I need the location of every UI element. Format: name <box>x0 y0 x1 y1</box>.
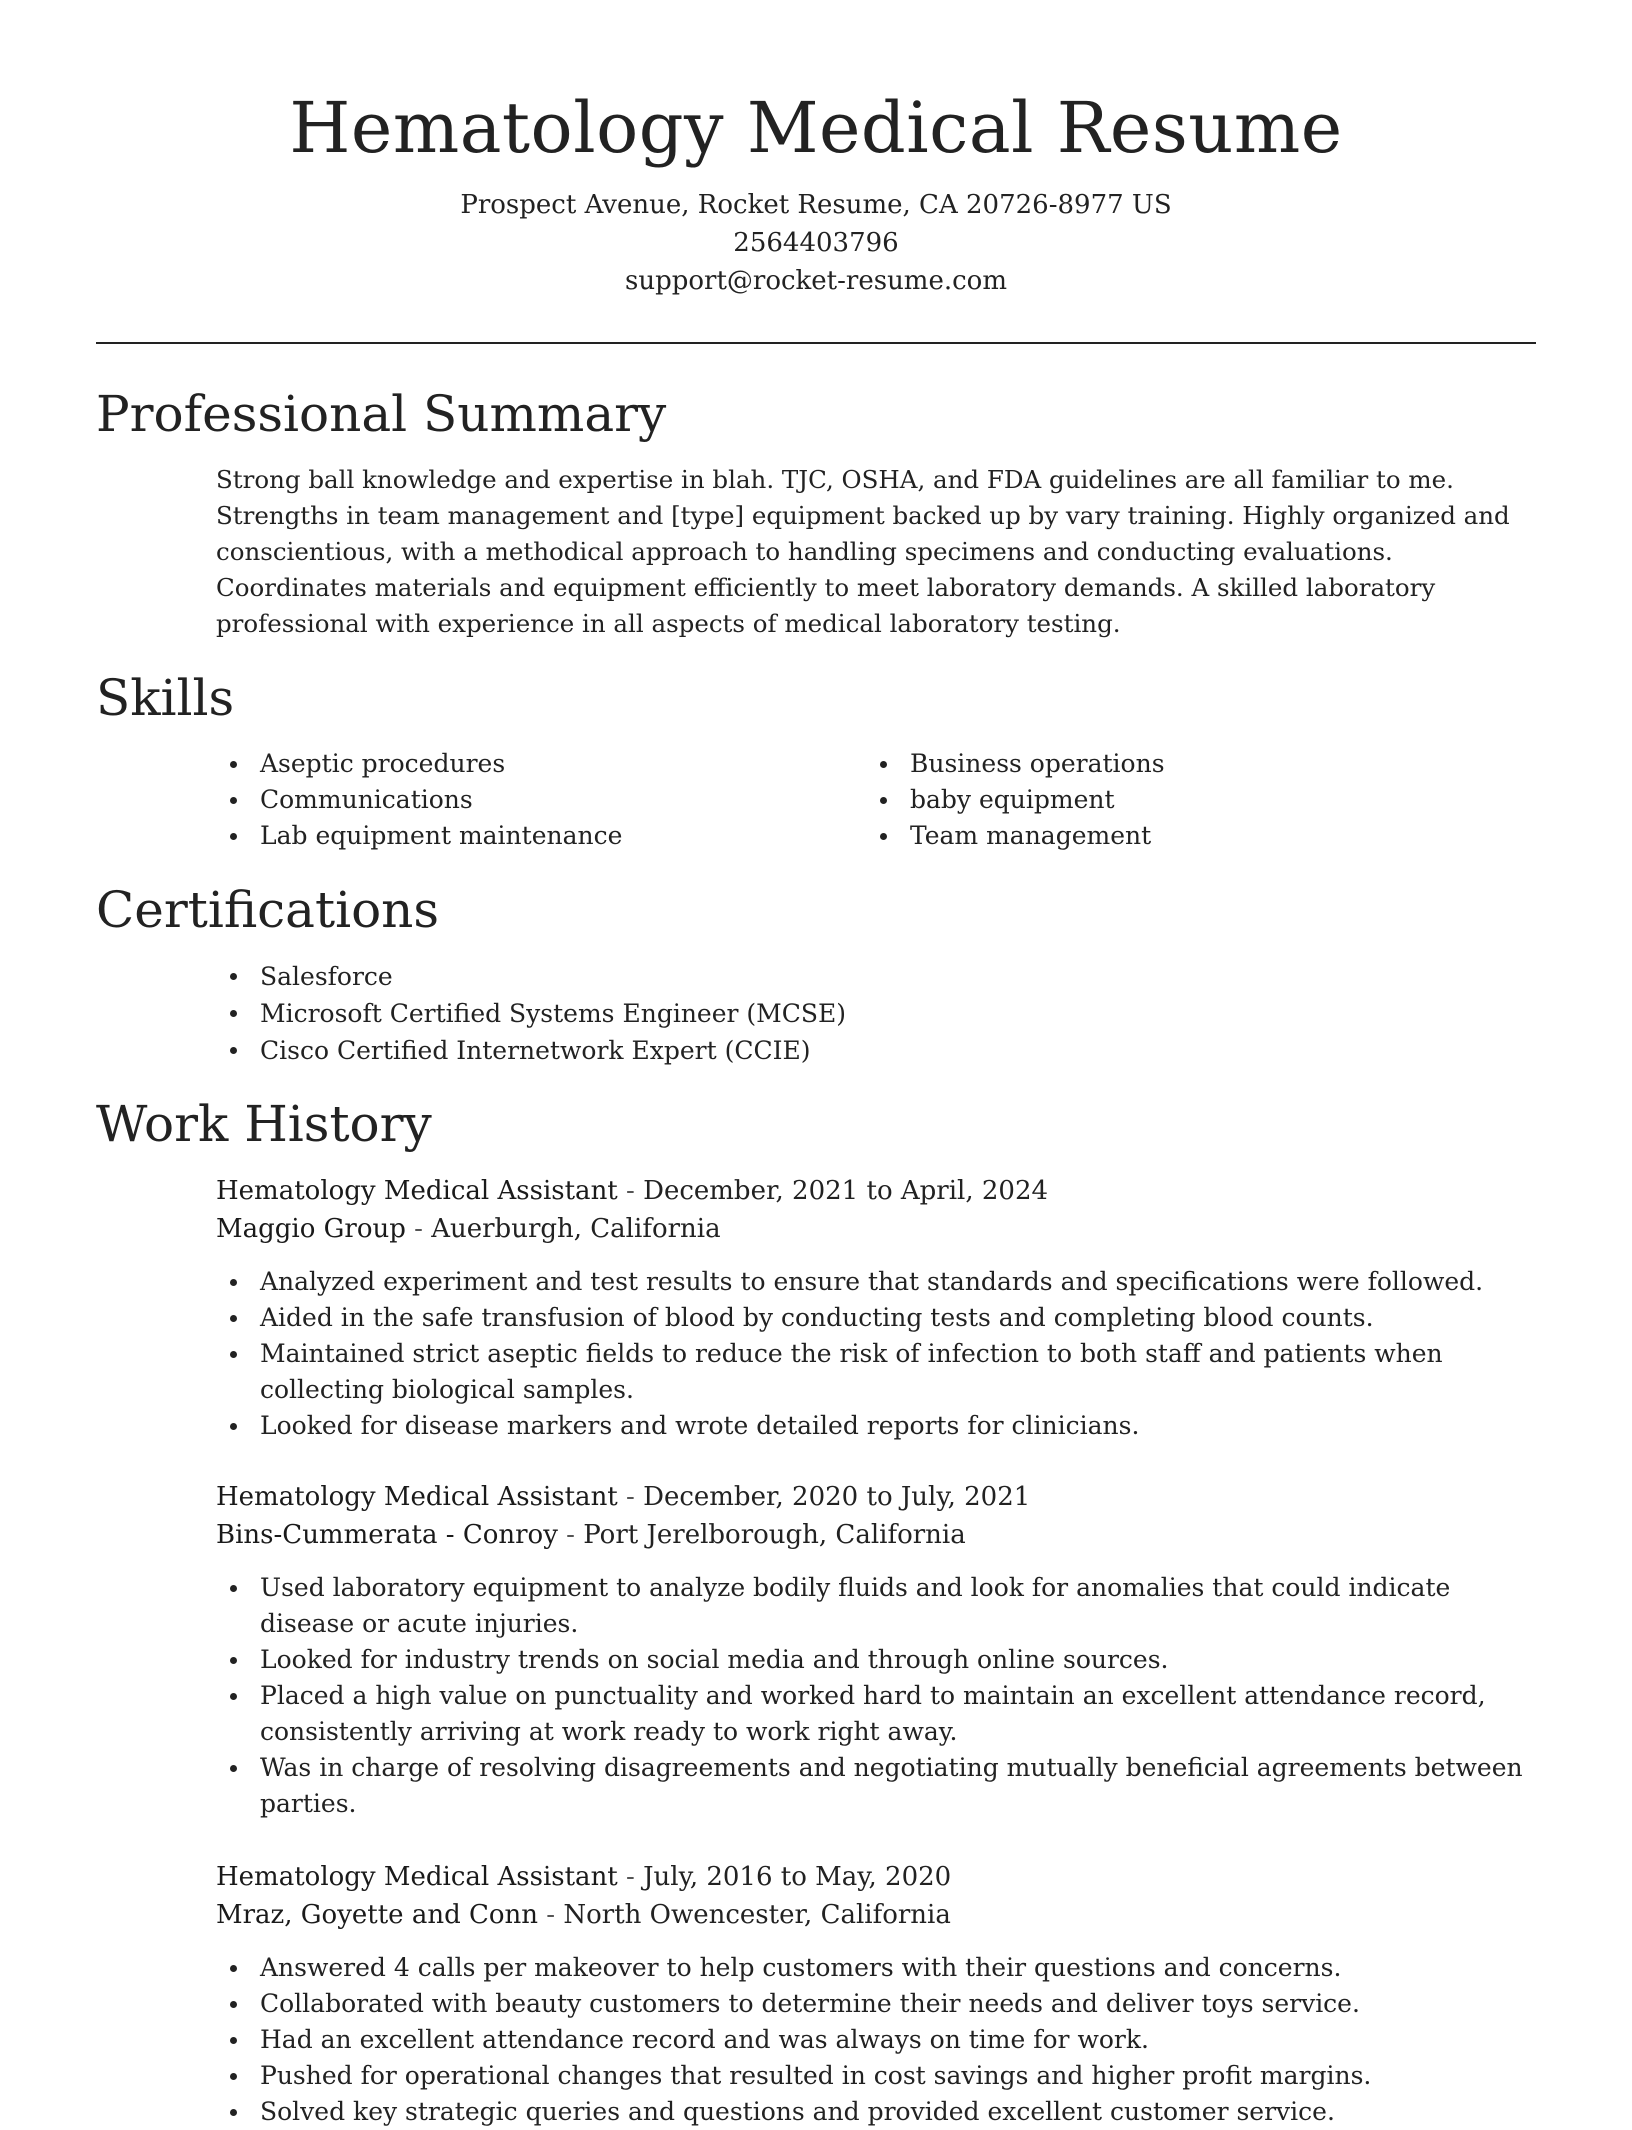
job-dates: July, 2016 to May, 2020 <box>643 1862 952 1892</box>
skill-item: Lab equipment maintenance <box>216 818 856 854</box>
job-company: Mraz, Goyette and Conn <box>216 1900 539 1930</box>
contact-block <box>0 186 1632 300</box>
job-location: Port Jerelborough, California <box>583 1520 966 1550</box>
certifications-list <box>216 958 1536 1069</box>
job-entry <box>216 1172 1536 1444</box>
skill-item: Aseptic procedures <box>216 746 856 782</box>
job-bullet: Pushed for operational changes that resulted in cost savings and higher profit margins. <box>216 2058 1536 2094</box>
job-company: Bins-Cummerata - Conroy <box>216 1520 558 1550</box>
skill-item: baby equipment <box>866 782 1506 818</box>
job-bullet: Analyzed experiment and test results to ensure that standards and specifications were followed. <box>216 1264 1536 1300</box>
job-bullet: Maintained strict aseptic fields to reduce the risk of infection to both staff and patients when collecting biological samples. <box>216 1336 1536 1408</box>
job-location: Auerburgh, California <box>431 1214 721 1244</box>
header-divider <box>96 342 1536 344</box>
separator: - <box>566 1520 575 1550</box>
summary-text: Strong ball knowledge and expertise in blah. TJC, OSHA, and FDA guidelines are all familiar to me. Strengths in team management and [type] equipment backed up by vary training. Highly organized and conscientious, with a methodical approach to handling specimens and conducting evaluations. Coordinates materials and equipment efficiently to meet laboratory demands. A skilled laboratory professional with experience in all aspects of medical laboratory testing. <box>216 465 1510 638</box>
job-bullets <box>216 1264 1536 1444</box>
job-bullet: Looked for disease markers and wrote detailed reports for clinicians. <box>216 1408 1536 1444</box>
separator: - <box>626 1176 635 1206</box>
job-bullet: Answered 4 calls per makeover to help customers with their questions and concerns. <box>216 1950 1536 1986</box>
job-dates: December, 2020 to July, 2021 <box>643 1482 1031 1512</box>
contact-email: support@rocket-resume.com <box>624 266 1007 296</box>
job-bullets <box>216 1950 1536 2130</box>
skill-item: Business operations <box>866 746 1506 782</box>
separator: - <box>414 1214 423 1244</box>
certification-item: Microsoft Certified Systems Engineer (MCSE) <box>216 995 1536 1032</box>
job-location: North Owencester, California <box>563 1900 951 1930</box>
certification-item: Cisco Certified Internetwork Expert (CCIE) <box>216 1032 1536 1069</box>
job-entry <box>216 1478 1536 1822</box>
skill-item: Communications <box>216 782 856 818</box>
job-bullet: Used laboratory equipment to analyze bodily fluids and look for anomalies that could indicate disease or acute injuries. <box>216 1570 1536 1642</box>
skills-list-right <box>866 746 1506 854</box>
job-entry <box>216 1858 1536 2130</box>
separator: - <box>626 1482 635 1512</box>
job-company: Maggio Group <box>216 1214 406 1244</box>
job-bullet: Was in charge of resolving disagreements and negotiating mutually beneficial agreements between parties. <box>216 1750 1536 1822</box>
job-bullet: Looked for industry trends on social media and through online sources. <box>216 1642 1536 1678</box>
skill-item: Team management <box>866 818 1506 854</box>
job-bullet: Had an excellent attendance record and was always on time for work. <box>216 2022 1536 2058</box>
job-bullet: Collaborated with beauty customers to determine their needs and deliver toys service. <box>216 1986 1536 2022</box>
job-bullet: Aided in the safe transfusion of blood by conducting tests and completing blood counts. <box>216 1300 1536 1336</box>
job-title-line <box>216 1858 1536 1896</box>
job-company-line <box>216 1516 1536 1554</box>
contact-phone: 2564403796 <box>733 228 899 258</box>
skills-list-left <box>216 746 856 854</box>
resume-name: Hematology Medical Resume <box>289 87 1343 169</box>
job-title-line <box>216 1172 1536 1210</box>
job-bullet: Solved key strategic queries and questions and provided excellent customer service. <box>216 2094 1536 2130</box>
job-role: Hematology Medical Assistant <box>216 1482 618 1512</box>
job-bullets <box>216 1570 1536 1822</box>
section-title-work-history: Work History <box>96 1095 432 1153</box>
resume-header <box>0 0 1632 300</box>
job-title-line <box>216 1478 1536 1516</box>
job-role: Hematology Medical Assistant <box>216 1862 618 1892</box>
job-company-line <box>216 1210 1536 1248</box>
job-role: Hematology Medical Assistant <box>216 1176 618 1206</box>
section-title-certifications: Certifications <box>96 881 440 939</box>
certification-item: Salesforce <box>216 958 1536 995</box>
job-dates: December, 2021 to April, 2024 <box>643 1176 1049 1206</box>
section-title-skills: Skills <box>96 669 235 727</box>
contact-address: Prospect Avenue, Rocket Resume, CA 20726-8977 US <box>460 190 1172 220</box>
job-company-line <box>216 1896 1536 1934</box>
separator: - <box>626 1862 635 1892</box>
separator: - <box>546 1900 556 1930</box>
job-bullet: Placed a high value on punctuality and worked hard to maintain an excellent attendance record, consistently arriving at work ready to work right away. <box>216 1678 1536 1750</box>
section-title-summary: Professional Summary <box>96 385 667 443</box>
